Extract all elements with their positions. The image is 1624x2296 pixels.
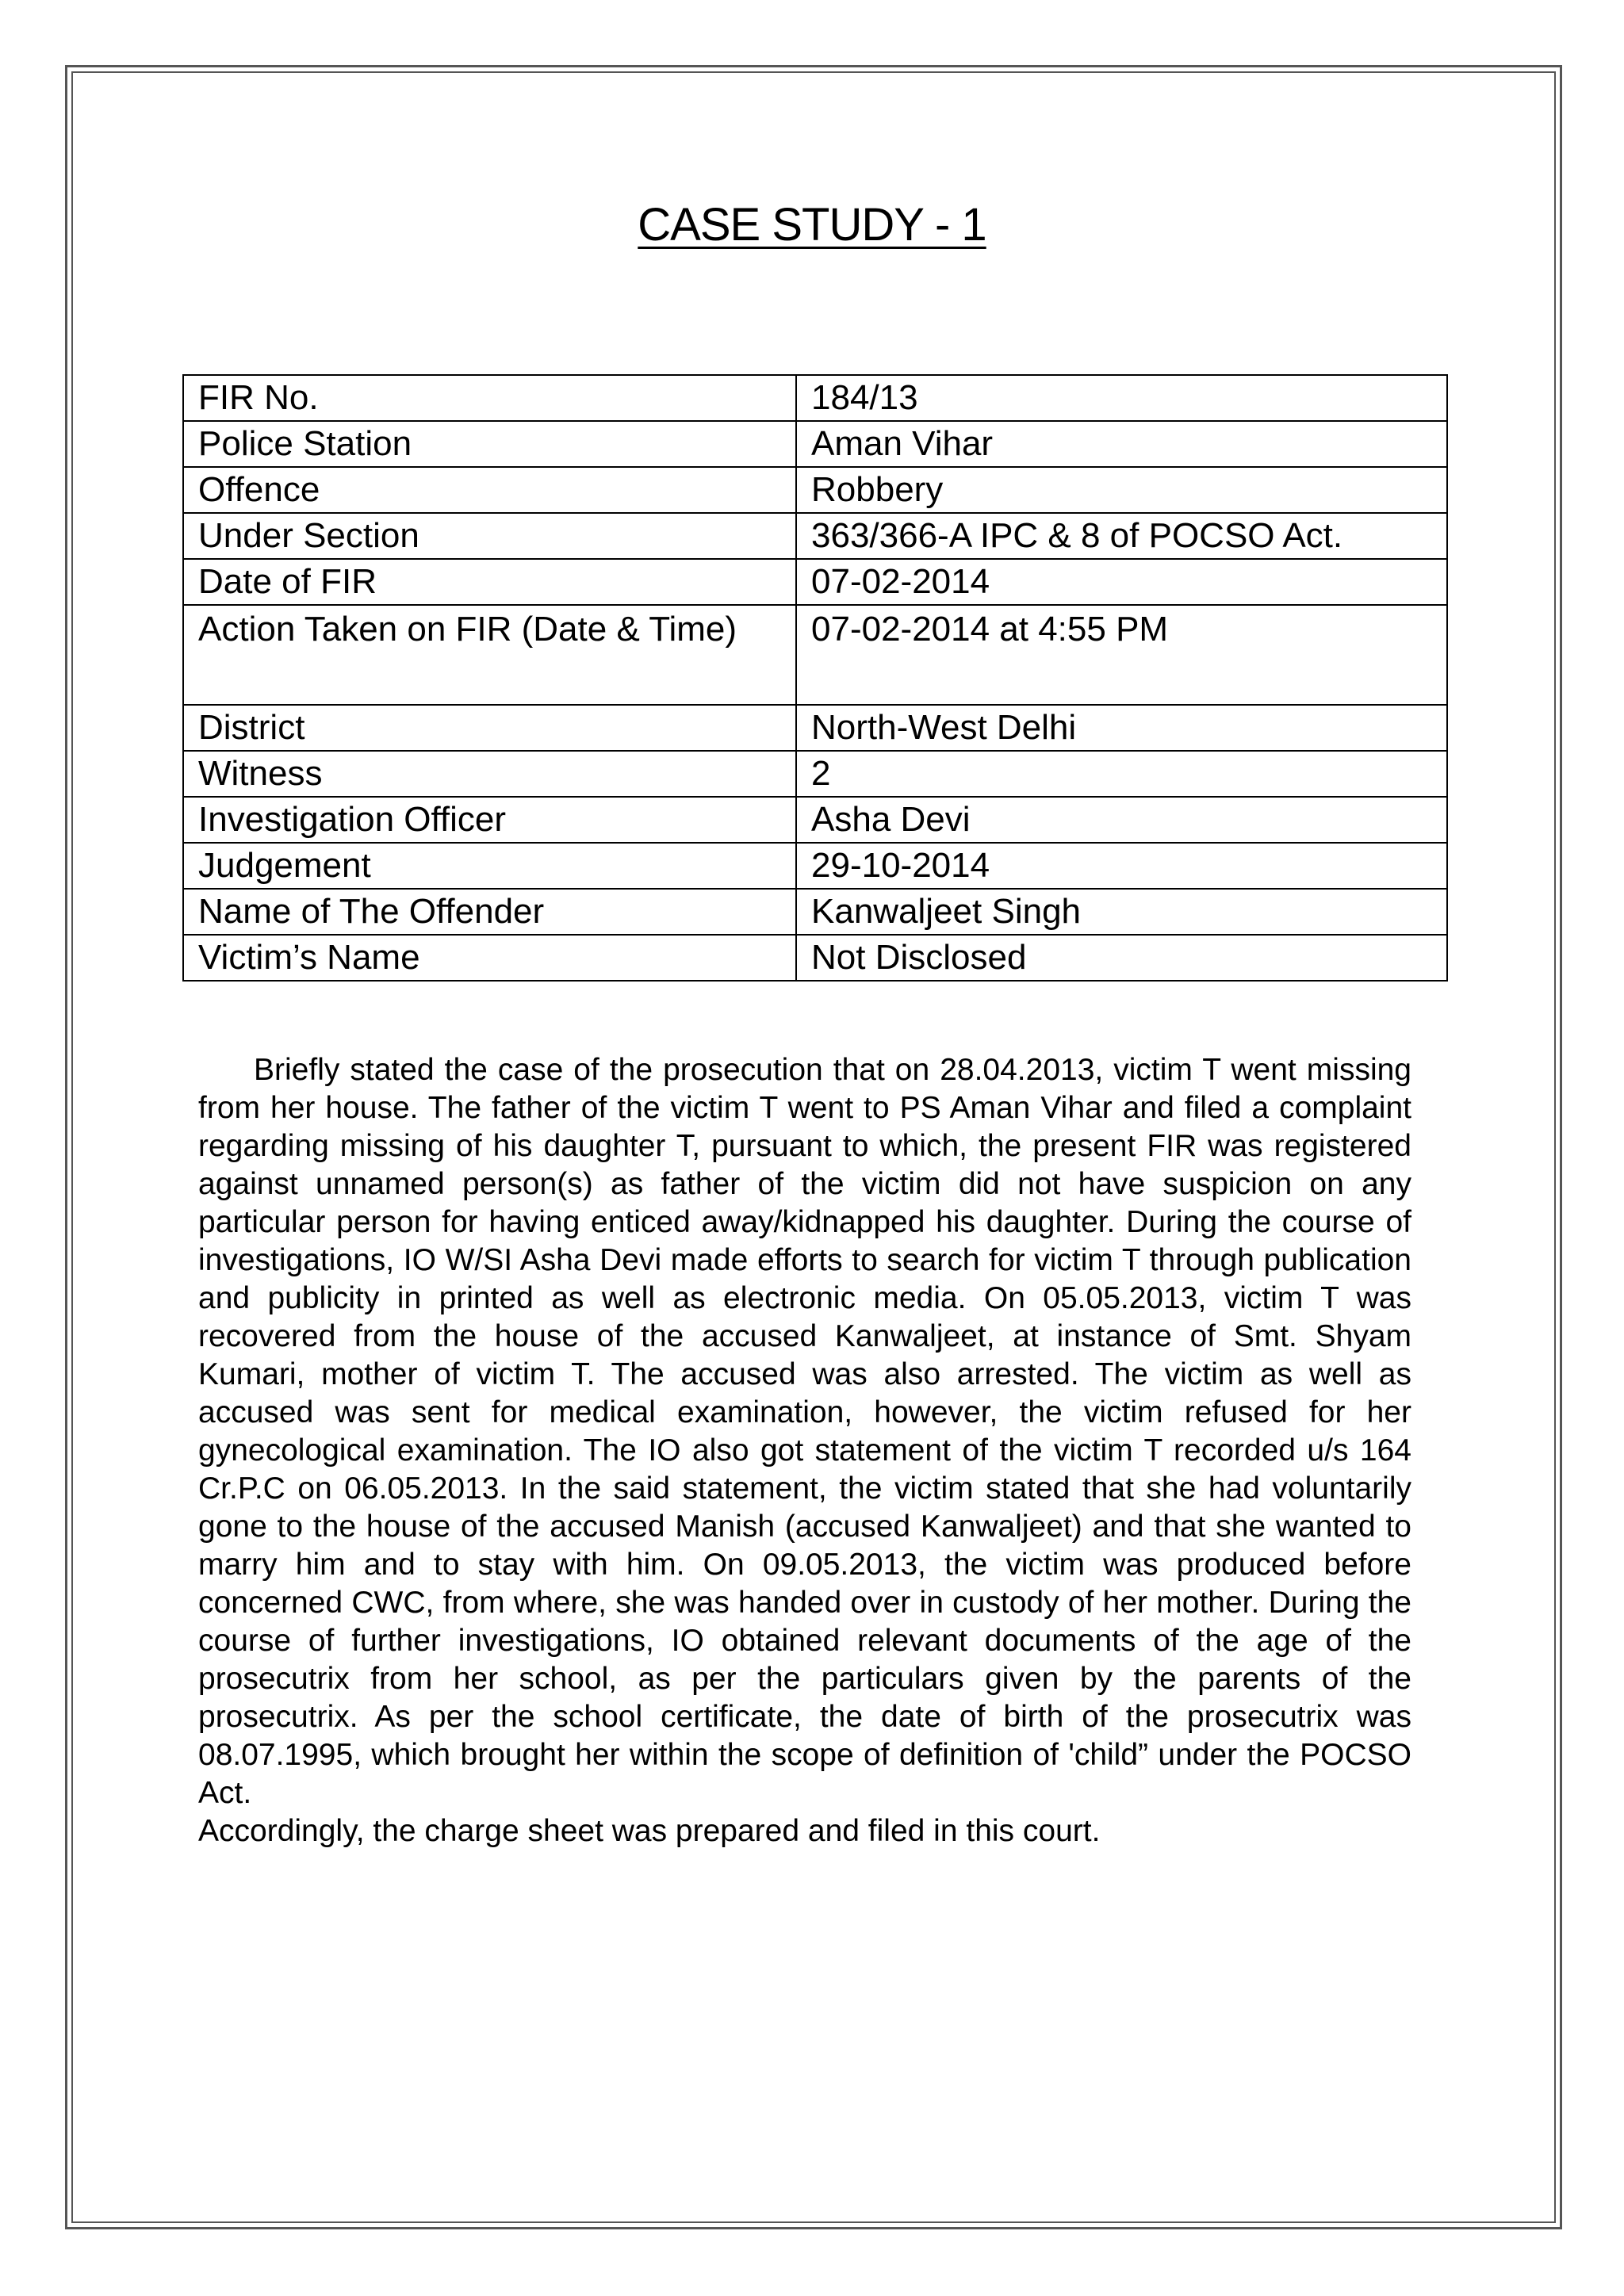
row-value: 2 bbox=[796, 751, 1447, 797]
narrative-paragraph: Briefly stated the case of the prosecution that on 28.04.2013, victim T went missing from her house. The father of the victim T went to PS Aman Vihar and filed a complaint regarding missing of his daughter T, pursuant to which, the present FIR was registered against unnamed person(s) as father of the victim did not have suspicion on any particular person for having enticed away/kidnapped his daughter. During the course of investigations, IO W/SI Asha Devi made efforts to search for victim T through publication and publicity in printed as well as electronic media. On 05.05.2013, victim T was recovered from the house of the accused Kanwaljeet, at instance of Smt. Shyam Kumari, mother of victim T. The accused was also arrested. The victim as well as accused was sent for medical examination, however, the victim refused for her gynecological examination. The IO also got statement of the victim T recorded u/s 164 Cr.P.C on 06.05.2013. In the said statement, the victim stated that she had voluntarily gone to the house of the accused Manish (accused Kanwaljeet) and that she wanted to marry him and to stay with him. On 09.05.2013, the victim was produced before concerned CWC, from where, she was handed over in custody of her mother. During the course of further investigations, IO obtained relevant documents of the age of the prosecutrix from her school, as per the particulars given by the parents of the prosecutrix. As per the school certificate, the date of birth of the prosecutrix was 08.07.1995, which brought her within the scope of definition of 'child” under the POCSO Act. bbox=[198, 1053, 1411, 1810]
narrative-conclusion: Accordingly, the charge sheet was prepared and filed in this court. bbox=[198, 1814, 1101, 1848]
table-row bbox=[183, 605, 1447, 705]
row-label: Police Station bbox=[183, 421, 796, 467]
row-label: Under Section bbox=[183, 513, 796, 559]
row-value: North-West Delhi bbox=[796, 705, 1447, 751]
row-value: 184/13 bbox=[796, 375, 1447, 421]
row-label: Investigation Officer bbox=[183, 797, 796, 843]
row-label: Date of FIR bbox=[183, 559, 796, 605]
row-label: Name of The Offender bbox=[183, 889, 796, 935]
page-title bbox=[0, 193, 1624, 257]
table-row bbox=[183, 935, 1447, 981]
case-narrative bbox=[198, 1051, 1411, 1850]
table-row bbox=[183, 467, 1447, 513]
row-label: Action Taken on FIR (Date & Time) bbox=[183, 605, 796, 705]
row-label: District bbox=[183, 705, 796, 751]
table-row bbox=[183, 559, 1447, 605]
row-label: Victim’s Name bbox=[183, 935, 796, 981]
row-label: Witness bbox=[183, 751, 796, 797]
row-value: Aman Vihar bbox=[796, 421, 1447, 467]
row-value: Asha Devi bbox=[796, 797, 1447, 843]
row-value: 07-02-2014 bbox=[796, 559, 1447, 605]
table-row bbox=[183, 375, 1447, 421]
page-title-text: CASE STUDY - 1 bbox=[638, 199, 986, 251]
table-row bbox=[183, 797, 1447, 843]
row-value: 29-10-2014 bbox=[796, 843, 1447, 889]
table-row bbox=[183, 513, 1447, 559]
row-value: 363/366-A IPC & 8 of POCSO Act. bbox=[796, 513, 1447, 559]
row-value: 07-02-2014 at 4:55 PM bbox=[796, 605, 1447, 705]
row-label: FIR No. bbox=[183, 375, 796, 421]
row-value: Not Disclosed bbox=[796, 935, 1447, 981]
table-row bbox=[183, 705, 1447, 751]
table-row bbox=[183, 751, 1447, 797]
row-value: Robbery bbox=[796, 467, 1447, 513]
case-details-table bbox=[182, 374, 1448, 982]
table-row bbox=[183, 421, 1447, 467]
table-row bbox=[183, 843, 1447, 889]
row-value: Kanwaljeet Singh bbox=[796, 889, 1447, 935]
row-label: Offence bbox=[183, 467, 796, 513]
table-row bbox=[183, 889, 1447, 935]
row-label: Judgement bbox=[183, 843, 796, 889]
